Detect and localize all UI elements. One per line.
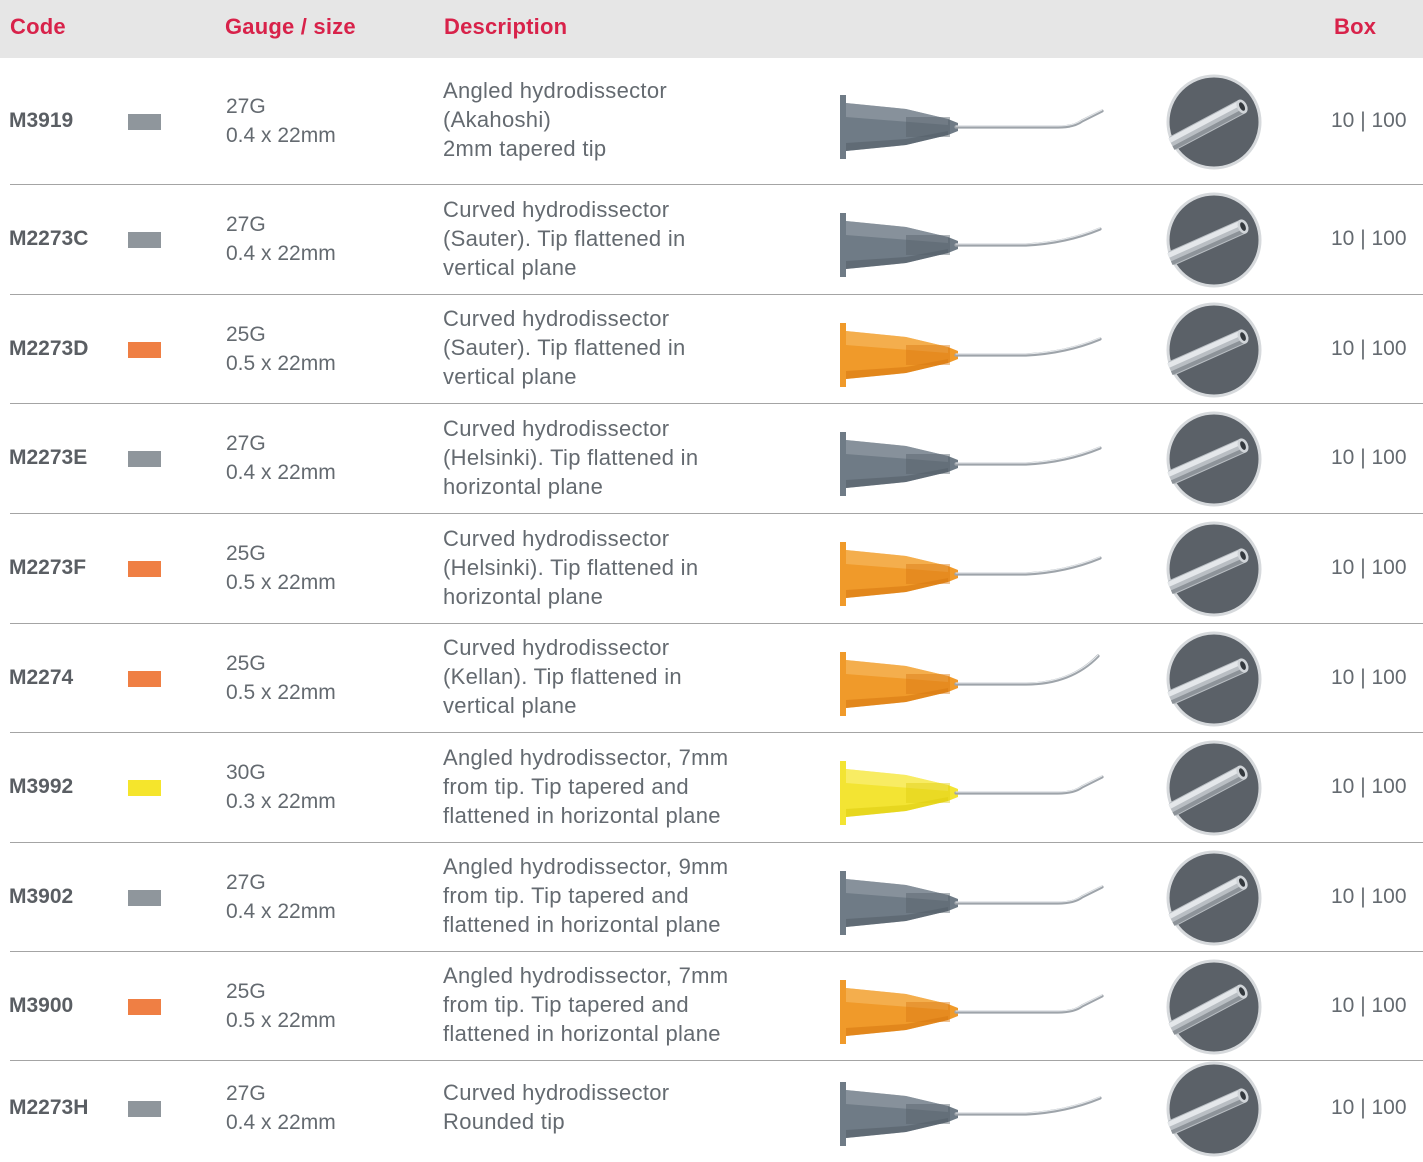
gauge-value: 25G: [226, 322, 266, 346]
hub-color-swatch: [128, 342, 161, 358]
product-description: [443, 852, 803, 939]
needle-image: [836, 634, 1108, 724]
box-quantity: 10 | 100: [1331, 336, 1407, 360]
size-value: 0.4 x 22mm: [226, 461, 336, 484]
gauge-value: 27G: [226, 213, 266, 236]
needle-image: [836, 77, 1108, 167]
gauge-size: [226, 868, 336, 926]
product-code: M2273H: [9, 1095, 89, 1119]
table-row: [0, 1061, 1423, 1156]
needle-image: [836, 962, 1108, 1052]
gauge-size: [226, 649, 336, 707]
product-description: [443, 1078, 803, 1136]
description-line: Curved hydrodissector: [443, 197, 670, 222]
description-line: Angled hydrodissector, 7mm: [443, 745, 729, 770]
product-description: [443, 743, 803, 830]
gauge-value: 27G: [226, 94, 266, 118]
product-code: M3902: [9, 884, 74, 908]
description-line: Curved hydrodissector: [443, 416, 670, 441]
size-value: 0.4 x 22mm: [226, 1110, 336, 1134]
description-line: (Sauter). Tip flattened in: [443, 335, 686, 360]
description-line: Rounded tip: [443, 1109, 565, 1134]
description-line: Angled hydrodissector, 7mm: [443, 963, 729, 988]
tip-closeup-image: [1166, 521, 1262, 617]
table-row: [0, 295, 1423, 404]
header-box: Box: [1334, 14, 1377, 39]
gauge-value: 27G: [226, 870, 266, 894]
tip-closeup-image: [1166, 411, 1262, 507]
tip-closeup-image: [1166, 740, 1262, 836]
description-line: Curved hydrodissector: [443, 526, 670, 551]
product-description: [443, 633, 803, 720]
box-quantity: 10 | 100: [1331, 108, 1407, 132]
description-line: vertical plane: [443, 364, 577, 389]
gauge-value: 25G: [226, 651, 266, 675]
gauge-value: 30G: [226, 761, 266, 784]
table-row: [0, 843, 1423, 952]
gauge-value: 27G: [226, 1081, 266, 1105]
description-line: Curved hydrodissector: [443, 635, 670, 660]
description-line: from tip. Tip tapered and: [443, 774, 689, 799]
gauge-value: 27G: [226, 432, 266, 455]
needle-image: [836, 524, 1108, 614]
description-line: vertical plane: [443, 255, 577, 280]
gauge-size: [226, 977, 336, 1035]
table-row: [0, 514, 1423, 624]
product-code: M2273D: [9, 336, 89, 360]
description-line: Angled hydrodissector: [443, 78, 667, 103]
hub-color-swatch: [128, 999, 161, 1015]
hub-color-swatch: [128, 451, 161, 467]
gauge-size: [226, 758, 336, 816]
size-value: 0.5 x 22mm: [226, 680, 336, 704]
description-line: Curved hydrodissector: [443, 306, 670, 331]
product-description: [443, 195, 803, 282]
size-value: 0.4 x 22mm: [226, 242, 336, 265]
hub-color-swatch: [128, 671, 161, 687]
description-line: 2mm tapered tip: [443, 136, 607, 161]
needle-image: [836, 414, 1108, 504]
size-value: 0.4 x 22mm: [226, 123, 336, 147]
needle-image: [836, 1064, 1108, 1154]
description-line: flattened in horizontal plane: [443, 1021, 721, 1046]
size-value: 0.4 x 22mm: [226, 899, 336, 923]
product-description: [443, 414, 803, 501]
product-code: M3992: [9, 775, 74, 798]
product-description: [443, 524, 803, 611]
box-quantity: 10 | 100: [1331, 446, 1407, 469]
description-line: (Akahoshi): [443, 107, 552, 132]
description-line: (Helsinki). Tip flattened in: [443, 445, 699, 470]
gauge-value: 25G: [226, 979, 266, 1003]
product-code: M2274: [9, 665, 74, 689]
box-quantity: 10 | 100: [1331, 775, 1407, 798]
hub-color-swatch: [128, 561, 161, 577]
product-description: [443, 304, 803, 391]
description-line: Angled hydrodissector, 9mm: [443, 854, 729, 879]
table-row: [0, 952, 1423, 1061]
description-line: (Sauter). Tip flattened in: [443, 226, 686, 251]
product-description: [443, 961, 803, 1048]
header-gauge: Gauge / size: [225, 14, 356, 39]
hub-color-swatch: [128, 114, 161, 130]
gauge-size: [226, 92, 336, 150]
gauge-size: [226, 429, 336, 487]
size-value: 0.3 x 22mm: [226, 790, 336, 813]
hub-color-swatch: [128, 232, 161, 248]
hub-color-swatch: [128, 780, 161, 796]
description-line: horizontal plane: [443, 474, 604, 499]
product-code: M2273F: [9, 556, 87, 579]
gauge-size: [226, 1079, 336, 1137]
box-quantity: 10 | 100: [1331, 665, 1407, 689]
hub-color-swatch: [128, 1101, 161, 1117]
table-row: [0, 733, 1423, 843]
gauge-size: [226, 320, 336, 378]
description-line: flattened in horizontal plane: [443, 803, 721, 828]
box-quantity: 10 | 100: [1331, 884, 1407, 908]
box-quantity: 10 | 100: [1331, 1095, 1407, 1119]
gauge-size: [226, 539, 336, 597]
needle-image: [836, 305, 1108, 395]
needle-image: [836, 195, 1108, 285]
header-description: Description: [444, 14, 568, 39]
tip-closeup-image: [1166, 959, 1262, 1055]
header-code: Code: [10, 14, 66, 39]
size-value: 0.5 x 22mm: [226, 1008, 336, 1032]
description-line: from tip. Tip tapered and: [443, 883, 689, 908]
description-line: flattened in horizontal plane: [443, 912, 721, 937]
gauge-size: [226, 210, 336, 268]
tip-closeup-image: [1166, 1061, 1262, 1157]
table-row: [0, 404, 1423, 514]
description-line: horizontal plane: [443, 584, 604, 609]
needle-image: [836, 853, 1108, 943]
box-quantity: 10 | 100: [1331, 993, 1407, 1017]
gauge-value: 25G: [226, 542, 266, 565]
product-code: M2273E: [9, 446, 88, 469]
description-line: (Kellan). Tip flattened in: [443, 664, 682, 689]
table-header: [0, 0, 1423, 58]
description-line: Curved hydrodissector: [443, 1080, 670, 1105]
size-value: 0.5 x 22mm: [226, 571, 336, 594]
tip-closeup-image: [1166, 850, 1262, 946]
product-code: M3900: [9, 993, 74, 1017]
description-line: (Helsinki). Tip flattened in: [443, 555, 699, 580]
hub-color-swatch: [128, 890, 161, 906]
table-row: [0, 185, 1423, 295]
product-description: [443, 76, 803, 163]
tip-closeup-image: [1166, 302, 1262, 398]
tip-closeup-image: [1166, 192, 1262, 288]
product-code: M3919: [9, 108, 74, 132]
description-line: from tip. Tip tapered and: [443, 992, 689, 1017]
box-quantity: 10 | 100: [1331, 227, 1407, 250]
size-value: 0.5 x 22mm: [226, 351, 336, 375]
box-quantity: 10 | 100: [1331, 556, 1407, 579]
tip-closeup-image: [1166, 631, 1262, 727]
tip-closeup-image: [1166, 74, 1262, 170]
table-row: [0, 58, 1423, 185]
needle-image: [836, 743, 1108, 833]
table-row: [0, 624, 1423, 733]
description-line: vertical plane: [443, 693, 577, 718]
product-code: M2273C: [9, 227, 89, 250]
